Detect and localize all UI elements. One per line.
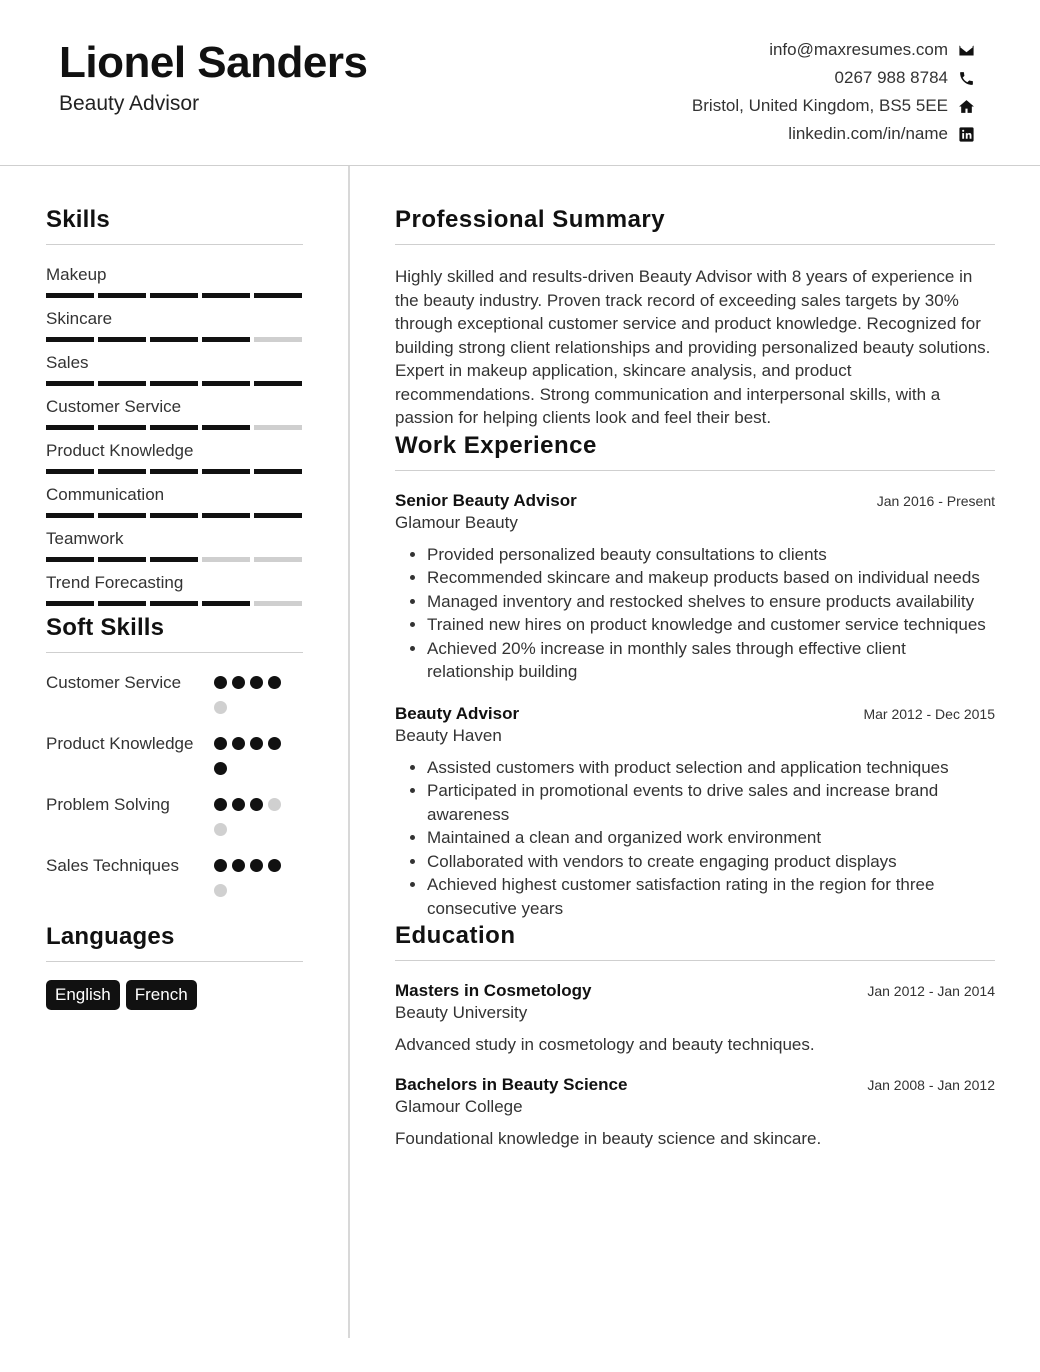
skill-level-segment xyxy=(98,381,146,386)
skill-name: Makeup xyxy=(46,265,107,284)
skill-level-segment xyxy=(150,557,198,562)
phone-icon xyxy=(956,68,976,88)
skill-level-segment xyxy=(150,381,198,386)
skill-level-bar xyxy=(46,381,303,386)
soft-skills-section xyxy=(46,614,303,909)
job-bullets xyxy=(395,756,995,921)
rating-dot xyxy=(232,859,245,872)
skill-level-segment xyxy=(98,557,146,562)
job-dates: Jan 2016 - Present xyxy=(876,492,995,509)
skill-level-segment xyxy=(202,513,250,518)
job-bullet: • Assisted customers with product selection and application techniques xyxy=(427,756,995,780)
skill-level-segment xyxy=(46,601,94,606)
skill-level-bar xyxy=(46,601,303,606)
skill-level-segment xyxy=(46,513,94,518)
rating-dot xyxy=(214,823,227,836)
education-description: Foundational knowledge in beauty science and skincare. xyxy=(395,1129,822,1148)
jobs-list xyxy=(395,491,995,921)
left-column xyxy=(46,206,303,1010)
experience-section xyxy=(395,432,995,921)
contact-phone-text[interactable]: 0267 988 8784 xyxy=(834,68,948,87)
job-bullet: • Participated in promotional events to drive sales and increase brand awareness xyxy=(427,779,995,826)
rating-dot xyxy=(214,798,227,811)
soft-skill-rating xyxy=(214,793,294,848)
envelope-icon xyxy=(956,40,976,60)
job-bullet: • Achieved highest customer satisfaction rating in the region for three consecutive years xyxy=(427,873,995,920)
skill-level-segment xyxy=(98,425,146,430)
education-entry xyxy=(395,981,995,1055)
job-dates: Mar 2012 - Dec 2015 xyxy=(863,705,995,722)
rating-dot xyxy=(250,859,263,872)
contact-address-text: Bristol, United Kingdom, BS5 5EE xyxy=(691,96,948,115)
skill-level-segment xyxy=(150,425,198,430)
skill-item xyxy=(46,396,303,430)
soft-skill-name: Product Knowledge xyxy=(46,734,194,753)
candidate-name: Lionel Sanders xyxy=(59,38,368,87)
contact-list xyxy=(456,36,976,148)
skill-level-segment xyxy=(150,469,198,474)
skills-list xyxy=(46,264,303,606)
soft-skill-item xyxy=(46,854,303,909)
skill-level-segment xyxy=(254,469,302,474)
skill-level-segment xyxy=(46,469,94,474)
skill-level-segment xyxy=(202,469,250,474)
skill-level-segment xyxy=(98,601,146,606)
skill-level-segment xyxy=(254,337,302,342)
education-entry xyxy=(395,1075,995,1149)
education-degree: Masters in Cosmetology xyxy=(395,981,592,1000)
skill-name: Customer Service xyxy=(46,397,182,416)
skill-item xyxy=(46,264,303,298)
rating-dot xyxy=(268,676,281,689)
skill-level-bar xyxy=(46,337,303,342)
soft-skill-name: Customer Service xyxy=(46,673,182,692)
skill-item xyxy=(46,308,303,342)
soft-skill-rating xyxy=(214,732,294,787)
job-bullet: • Maintained a clean and organized work environment xyxy=(427,826,995,850)
skill-level-segment xyxy=(150,293,198,298)
resume-header xyxy=(0,0,1040,166)
job-bullet: • Provided personalized beauty consultations to clients xyxy=(427,543,995,567)
right-column xyxy=(395,206,995,1149)
job-bullet: • Managed inventory and restocked shelves to ensure products availability xyxy=(427,590,995,614)
contact-linkedin-text[interactable]: linkedin.com/in/name xyxy=(788,124,948,143)
skill-level-segment xyxy=(150,601,198,606)
skill-item xyxy=(46,528,303,562)
summary-title: Professional Summary xyxy=(395,206,995,245)
job-title: Senior Beauty Advisor xyxy=(395,490,577,510)
rating-dot xyxy=(250,676,263,689)
job-bullet: • Trained new hires on product knowledge and customer service techniques xyxy=(427,613,995,637)
soft-skills-title: Soft Skills xyxy=(46,614,303,653)
skill-level-segment xyxy=(46,337,94,342)
job-company: Glamour Beauty xyxy=(395,512,518,532)
skill-level-bar xyxy=(46,425,303,430)
rating-dot xyxy=(268,859,281,872)
skill-level-segment xyxy=(98,469,146,474)
job-bullet: • Achieved 20% increase in monthly sales through effective client relationship building xyxy=(427,637,995,684)
education-header xyxy=(395,981,995,1001)
contact-linkedin[interactable] xyxy=(456,120,976,148)
skill-level-segment xyxy=(202,337,250,342)
skill-level-segment xyxy=(98,293,146,298)
rating-dot xyxy=(214,884,227,897)
rating-dot xyxy=(214,737,227,750)
skills-title: Skills xyxy=(46,206,303,245)
soft-skill-rating xyxy=(214,671,294,726)
language-badge: French xyxy=(126,980,197,1010)
skill-name: Sales xyxy=(46,353,89,372)
skill-item xyxy=(46,440,303,474)
job-company: Beauty Haven xyxy=(395,725,502,745)
skills-section xyxy=(46,206,303,606)
soft-skill-name: Sales Techniques xyxy=(46,856,179,875)
rating-dot xyxy=(232,676,245,689)
rating-dot xyxy=(214,859,227,872)
education-school: Beauty University xyxy=(395,1003,528,1022)
soft-skill-name: Problem Solving xyxy=(46,795,170,814)
skill-level-segment xyxy=(254,513,302,518)
language-badge: English xyxy=(46,980,120,1010)
experience-title: Work Experience xyxy=(395,432,995,471)
skill-level-segment xyxy=(98,337,146,342)
job-bullet: • Collaborated with vendors to create engaging product displays xyxy=(427,850,995,874)
skill-level-segment xyxy=(202,293,250,298)
skill-level-segment xyxy=(46,293,94,298)
job-entry xyxy=(395,491,995,684)
contact-email[interactable] xyxy=(456,36,976,64)
skill-level-segment xyxy=(46,381,94,386)
rating-dot xyxy=(214,701,227,714)
skill-level-segment xyxy=(150,337,198,342)
education-list xyxy=(395,981,995,1149)
skill-level-segment xyxy=(98,513,146,518)
skill-level-segment xyxy=(150,513,198,518)
skill-level-bar xyxy=(46,557,303,562)
skill-level-segment xyxy=(202,425,250,430)
soft-skill-item xyxy=(46,793,303,848)
job-bullets xyxy=(395,543,995,684)
education-school: Glamour College xyxy=(395,1097,523,1116)
skill-level-segment xyxy=(202,381,250,386)
contact-address xyxy=(456,92,976,120)
candidate-role: Beauty Advisor xyxy=(59,92,200,115)
skill-item xyxy=(46,352,303,386)
job-title: Beauty Advisor xyxy=(395,703,520,723)
soft-skills-list xyxy=(46,671,303,909)
education-title: Education xyxy=(395,922,995,961)
skill-name: Trend Forecasting xyxy=(46,573,184,592)
job-header xyxy=(395,704,995,724)
soft-skill-rating xyxy=(214,854,294,909)
rating-dot xyxy=(268,798,281,811)
skill-item xyxy=(46,572,303,606)
education-header xyxy=(395,1075,995,1095)
skill-level-segment xyxy=(254,381,302,386)
education-section xyxy=(395,922,995,1149)
skill-level-segment xyxy=(254,601,302,606)
rating-dot xyxy=(232,798,245,811)
rating-dot xyxy=(232,737,245,750)
education-dates: Jan 2012 - Jan 2014 xyxy=(867,983,995,999)
skill-level-segment xyxy=(46,425,94,430)
languages-list xyxy=(46,980,303,1010)
rating-dot xyxy=(214,762,227,775)
soft-skill-item xyxy=(46,732,303,787)
skill-level-bar xyxy=(46,293,303,298)
languages-title: Languages xyxy=(46,923,303,962)
contact-phone[interactable] xyxy=(456,64,976,92)
skill-name: Skincare xyxy=(46,309,113,328)
skill-level-segment xyxy=(254,425,302,430)
summary-section xyxy=(395,206,995,430)
education-dates: Jan 2008 - Jan 2012 xyxy=(867,1077,995,1093)
education-degree: Bachelors in Beauty Science xyxy=(395,1075,628,1094)
skill-level-bar xyxy=(46,513,303,518)
skill-item xyxy=(46,484,303,518)
contact-email-text[interactable]: info@maxresumes.com xyxy=(769,40,948,59)
soft-skill-item xyxy=(46,671,303,726)
skill-level-bar xyxy=(46,469,303,474)
skill-name: Teamwork xyxy=(46,529,124,548)
skill-level-segment xyxy=(46,557,94,562)
skill-level-segment xyxy=(254,293,302,298)
home-icon xyxy=(956,96,976,116)
rating-dot xyxy=(214,676,227,689)
rating-dot xyxy=(268,737,281,750)
languages-section xyxy=(46,923,303,1010)
rating-dot xyxy=(250,798,263,811)
job-bullet: • Recommended skincare and makeup products based on individual needs xyxy=(427,566,995,590)
job-entry xyxy=(395,704,995,921)
rating-dot xyxy=(250,737,263,750)
summary-text: Highly skilled and results-driven Beauty Advisor with 8 years of experience in the beauty industry. Proven track record of exceeding sales targets by 30% through exceptional customer service and product knowledge. Recognized for building strong client relationships and providing personalized beauty solutions. Expert in makeup application, skincare analysis, and product recommendations. Strong communication and interpersonal skills, with a passion for helping clients look and feel their best. xyxy=(395,267,991,427)
skill-level-segment xyxy=(254,557,302,562)
education-description: Advanced study in cosmetology and beauty techniques. xyxy=(395,1035,815,1054)
skill-level-segment xyxy=(202,557,250,562)
skill-level-segment xyxy=(202,601,250,606)
skill-name: Product Knowledge xyxy=(46,441,194,460)
linkedin-icon xyxy=(956,124,976,144)
column-divider xyxy=(348,166,350,1338)
job-header xyxy=(395,491,995,511)
skill-name: Communication xyxy=(46,485,165,504)
